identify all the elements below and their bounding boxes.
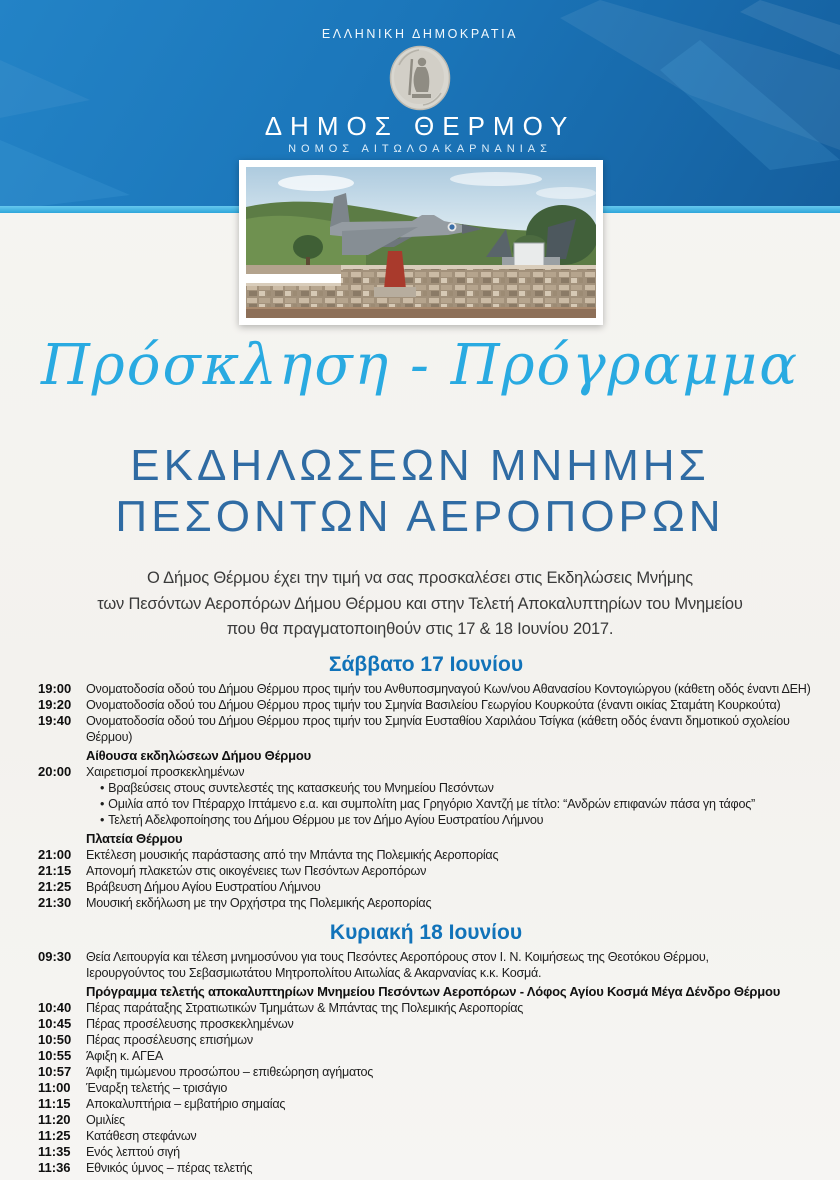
schedule-row: [38, 847, 814, 863]
row-time: 11:35: [38, 1143, 71, 1159]
schedule-row: [38, 1016, 814, 1032]
intro-line1: Ο Δήμος Θέρμου έχει την τιμή να σας προσκαλέσει στις Εκδηλώσεις Μνήμης: [147, 569, 693, 588]
schedule-row: [38, 879, 814, 895]
main-title-line2: ΠΕΣΟΝΤΩΝ ΑΕΡΟΠΟΡΩΝ: [115, 492, 725, 542]
row-text: Άφιξη κ. ΑΓΕΑ: [86, 1048, 163, 1063]
row-text: Βράβευση Δήμου Αγίου Ευστρατίου Λήμνου: [86, 879, 321, 894]
schedule-row: [38, 1064, 814, 1080]
schedule-bullet: [100, 812, 814, 828]
monument-photo-illustration: [246, 167, 596, 318]
row-text: Μουσική εκδήλωση με την Ορχήστρα της Πολεμικής Αεροπορίας: [86, 895, 432, 910]
row-time: 21:25: [38, 878, 72, 894]
schedule-row: [38, 681, 814, 697]
row-text: Ονοματοδοσία οδού του Δήμου Θέρμου προς τιμήν του Ανθυποσμηναγού Κων/νου Αθανασίου Κοντογιώργου (κάθετη οδός έναντι ΔΕΗ): [86, 681, 811, 696]
schedule-row: [38, 1144, 814, 1160]
schedule-row: [38, 764, 814, 780]
municipal-seal-icon: [389, 45, 451, 111]
row-time: 19:40: [38, 712, 72, 728]
row-text: Χαιρετισμοί προσκεκλημένων: [86, 764, 245, 779]
row-time: 11:00: [38, 1079, 71, 1095]
intro-line2: των Πεσόντων Αεροπόρων Δήμου Θέρμου και στην Τελετή Αποκαλυπτηρίων του Μνημείου: [97, 594, 743, 613]
monument-photo: [239, 160, 603, 325]
bullet-icon: •: [100, 812, 105, 827]
prefecture-name: ΝΟΜΟΣ ΑΙΤΩΛΟΑΚΑΡΝΑΝΙΑΣ: [288, 143, 552, 155]
row-text: Εκτέλεση μουσικής παράστασης από την Μπάντα της Πολεμικής Αεροπορίας: [86, 847, 499, 862]
row-text: Αποκαλυπτήρια – εμβατήριο σημαίας: [86, 1096, 286, 1111]
row-time: 11:20: [38, 1111, 71, 1127]
script-title: Πρόσκληση - Πρόγραμμα: [40, 333, 800, 398]
schedule-row: [38, 1080, 814, 1096]
row-time: 11:25: [38, 1127, 71, 1143]
day-section-1: [38, 653, 814, 911]
intro-paragraph: [0, 566, 840, 643]
schedule-row: [38, 1000, 814, 1016]
schedule-subheading: Πλατεία Θέρμου: [86, 830, 183, 846]
row-time: 10:57: [38, 1063, 72, 1079]
row-time: 10:45: [38, 1015, 72, 1031]
row-time: 09:30: [38, 948, 72, 964]
schedule-row: [38, 1096, 814, 1112]
schedule-row: [38, 1128, 814, 1144]
row-time: 19:20: [38, 696, 72, 712]
day-section-2: [38, 921, 814, 1176]
main-title: [0, 440, 840, 542]
row-time: 21:00: [38, 846, 72, 862]
row-text: Απονομή πλακετών στις οικογένειες των Πεσόντων Αεροπόρων: [86, 863, 427, 878]
row-text: Ονοματοδοσία οδού του Δήμου Θέρμου προς τιμήν του Σμηνία Ευσταθίου Χαριλάου Τσίγκα (κάθετη οδός έναντι δημοτικού σχολείου Θέρμου): [86, 713, 790, 744]
row-text: Ονοματοδοσία οδού του Δήμου Θέρμου προς τιμήν του Σμηνία Βασιλείου Γεωργίου Κουρκούτα (έναντι οικίας Σταμάτη Κουρκούτα): [86, 697, 781, 712]
schedule-row: [38, 895, 814, 911]
schedule-row: [38, 1032, 814, 1048]
schedule-row: [38, 863, 814, 879]
main-title-line1: ΕΚΔΗΛΩΣΕΩΝ ΜΝΗΜΗΣ: [130, 441, 710, 490]
row-time: 10:55: [38, 1047, 72, 1063]
row-time: 20:00: [38, 763, 72, 779]
row-text: Ομιλίες: [86, 1112, 125, 1127]
schedule: [0, 653, 840, 1176]
row-time: 11:15: [38, 1095, 71, 1111]
bullet-text: Ομιλία από τον Πτέραρχο Ιπτάμενο ε.α. και συμπολίτη μας Γρηγόριο Χαντζή με τίτλο: “Ανδρών επιφανών πάσα γη τάφος”: [108, 796, 755, 811]
day-heading: Κυριακή 18 Ιουνίου: [329, 920, 523, 944]
schedule-row: [38, 697, 814, 713]
row-time: 19:00: [38, 680, 72, 696]
schedule-row: [38, 1112, 814, 1128]
bullet-icon: •: [100, 796, 105, 811]
row-time: 10:50: [38, 1031, 72, 1047]
schedule-bullet: [100, 796, 814, 812]
row-time: 21:30: [38, 894, 72, 910]
row-text: Πέρας προσέλευσης επισήμων: [86, 1032, 253, 1047]
hellenic-republic-label: ΕΛΛΗΝΙΚΗ ΔΗΜΟΚΡΑΤΙΑ: [321, 27, 519, 41]
row-text: Κατάθεση στεφάνων: [86, 1128, 197, 1143]
row-text: Ενός λεπτού σιγή: [86, 1144, 180, 1159]
bullet-icon: •: [100, 780, 105, 795]
schedule-row: [38, 1160, 814, 1176]
row-time: 10:40: [38, 999, 72, 1015]
schedule-subheading: Αίθουσα εκδηλώσεων Δήμου Θέρμου: [86, 747, 311, 763]
poster-body: [0, 333, 840, 1180]
row-text: Εθνικός ύμνος – πέρας τελετής: [86, 1160, 253, 1175]
row-text: Άφιξη τιμώμενου προσώπου – επιθεώρηση αγήματος: [86, 1064, 374, 1079]
row-time: 21:15: [38, 862, 72, 878]
schedule-row: [38, 949, 814, 981]
row-text: Πέρας παράταξης Στρατιωτικών Τμημάτων & Μπάντας της Πολεμικής Αεροπορίας: [86, 1000, 524, 1015]
day-heading: Σάββατο 17 Ιουνίου: [328, 652, 524, 676]
schedule-bullet: [100, 780, 814, 796]
row-text: Θεία Λειτουργία και τέλεση μνημοσύνου για τους Πεσόντες Αεροπόρους στον Ι. Ν. Κοιμήσεως της Θεοτόκου Θέρμου, Ιερουργούντος του Σεβασμιωτάτου Μητροπολίτου Αιτωλίας & Ακαρνανίας κ.κ. Κοσμά.: [86, 949, 709, 980]
row-time: 11:36: [38, 1159, 71, 1175]
schedule-subheading: Πρόγραμμα τελετής αποκαλυπτηρίων Μνημείου Πεσόντων Αεροπόρων - Λόφος Αγίου Κοσμά Μέγα Δένδρο Θέρμου: [86, 983, 781, 999]
row-text: Έναρξη τελετής – τρισάγιο: [86, 1080, 228, 1095]
bullet-text: Τελετή Αδελφοποίησης του Δήμου Θέρμου με τον Δήμο Αγίου Ευστρατίου Λήμνου: [108, 812, 544, 827]
bullet-text: Βραβεύσεις στους συντελεστές της κατασκευής του Μνημείου Πεσόντων: [108, 780, 494, 795]
schedule-row: [38, 713, 814, 745]
schedule-row: [38, 1048, 814, 1064]
row-text: Πέρας προσέλευσης προσκεκλημένων: [86, 1016, 294, 1031]
intro-line3: που θα πραγματοποιηθούν στις 17 & 18 Ιουνίου 2017.: [226, 620, 614, 639]
municipality-name: ΔΗΜΟΣ ΘΕΡΜΟΥ: [264, 111, 576, 141]
